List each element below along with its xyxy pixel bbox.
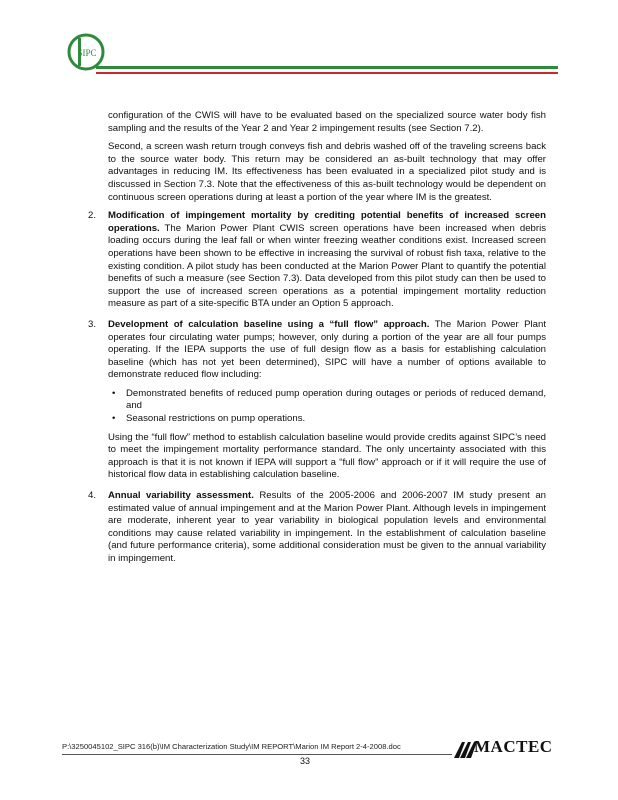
sipc-logo-text: SIPC	[77, 48, 97, 58]
bullet-icon: •	[112, 387, 116, 399]
list-number: 3.	[88, 318, 97, 330]
numbered-list	[88, 210, 547, 565]
footer-rule	[62, 754, 452, 755]
item-heading: Development of calculation baseline using a “full flow” approach.	[108, 318, 430, 330]
paragraph-second: Second, a screen wash return trough conveys fish and debris washed off of the traveling screens back to the source water body. This return may be considered an as-built technology that may offer advantages in reducing IM. Its effectiveness has been evaluated in a specialized pilot study and is discussed in Section 7.3. Note that the effectiveness of this as-built technology would be dependent on continuous screen operations during at least a portion of the year where IM is the greatest.	[108, 141, 546, 203]
item-text: The Marion Power Plant CWIS screen operations have been increased when debris loading occurs during the leaf fall or when winter freezing weather conditions exist. Increased screen operations have been shown to be effective in increasing the survival of robust fish taxa, relative to the existing condition. A pilot study has been conducted at the Marion Power Plant to quantify the potential benefits of such a measure (see Section 7.3). Data developed from this pilot study can then be used to support the use of increased screen operations as a potential impingement mortality reduction measure as part of a site-specific BTA under an Option 5 approach.	[108, 222, 546, 310]
bullet-list	[108, 388, 546, 426]
item-after-text: Using the “full flow” method to establish calculation baseline would provide credits against SIPC’s need to meet the impingement mortality performance standard. The only uncertainty associated with this approach is that it is not known if IEPA will support a “full flow” approach or if it will require the use of historical flow data in establishing calculation baseline.	[108, 431, 546, 481]
footer-file-path: P:\3250045102_SIPC 316(b)\IM Characterization Study\IM REPORT\Marion IM Report 2-4-2008.doc	[62, 742, 401, 751]
header-rule-red	[96, 72, 558, 74]
document-body	[88, 110, 547, 574]
list-item-4	[88, 490, 546, 566]
item-text: Results of the 2005-2006 and 2006-2007 IM study present an estimated value of annual impingement and at the Marion Power Plant. Although levels in impingement are moderate, inherent year to year variability in biological population levels and environmental conditions may cause related variability in impingement. In the establishment of calculation baseline (and future performance criteria), some additional consideration must be given to the annual variability in impingement.	[108, 490, 546, 564]
list-item-2	[88, 210, 546, 311]
list-number: 4.	[88, 490, 97, 502]
item-heading: Modification of impingement mortality by crediting potential benefits of increased screen operations.	[108, 210, 546, 234]
list-number: 2.	[88, 210, 97, 222]
page-number: 33	[300, 756, 311, 766]
mactec-brand: MACTEC	[474, 737, 553, 756]
paragraph-intro: configuration of the CWIS will have to be evaluated based on the specialized source water body fish sampling and the results of the Year 2 and Year 2 impingement results (see Section 7.2).	[108, 110, 546, 134]
header-rule-green	[96, 66, 558, 69]
bullet-icon: •	[112, 413, 116, 425]
bullet-item: • Demonstrated benefits of reduced pump operation during outages or periods of reduced demand, and	[112, 387, 546, 412]
item-text: The Marion Power Plant operates four circulating water pumps; however, only during a portion of the year are all four pumps operating. If the IEPA supports the use of full design flow as a basis for establishing calculation baseline (which has not yet been determined), SIPC will have a number of options available to demonstrate reduced flow including:	[108, 318, 547, 381]
list-item-3	[88, 318, 547, 482]
item-heading: Annual variability assessment.	[108, 490, 254, 502]
bullet-item: • Seasonal restrictions on pump operations.	[112, 413, 306, 425]
